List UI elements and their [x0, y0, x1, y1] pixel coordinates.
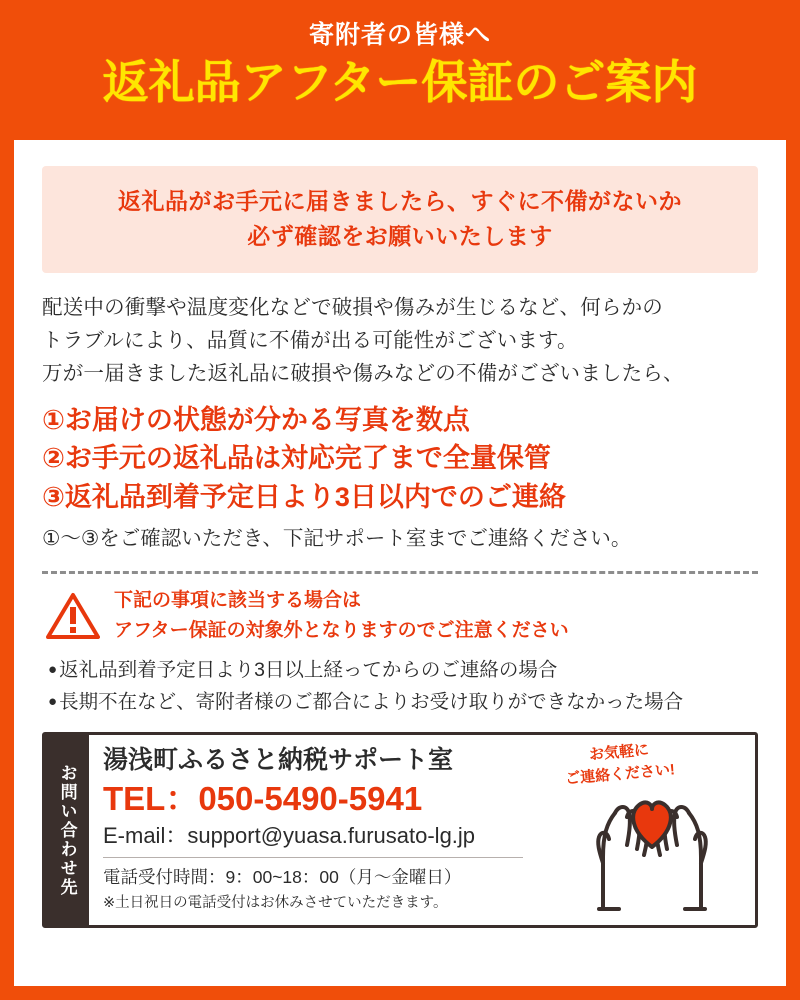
- step-item-3: ③返礼品到着予定日より3日以内でのご連絡: [42, 481, 566, 512]
- exclusion-list: [42, 655, 758, 718]
- steps-list: [42, 401, 758, 517]
- contact-divider: [103, 857, 523, 858]
- notice-line-2: 必ず確認をお願いいたします: [247, 222, 553, 249]
- content-card: [14, 140, 786, 986]
- hands-heart-illustration: [541, 739, 751, 919]
- header: [0, 0, 800, 122]
- contact-office-name: 湯浅町ふるさと納税サポート室: [103, 746, 454, 775]
- list-item: [48, 655, 758, 687]
- art-caption-1: お気軽に: [588, 741, 650, 764]
- notice-box: [42, 166, 758, 273]
- step-item-2: ②お手元の返礼品は対応完了まで全量保管: [42, 443, 551, 474]
- intro-paragraph: [42, 291, 758, 391]
- contact-hours-note: ※土日祝日の電話受付はお休みさせていただきます。: [103, 894, 448, 911]
- header-subtitle: 寄附者の皆様へ: [308, 21, 491, 49]
- warning-text: [114, 586, 569, 645]
- notice-line-1: 返礼品がお手元に届きましたら、すぐに不備がないか: [118, 188, 682, 214]
- contact-email[interactable]: E-mail：support@yuasa.furusato-lg.jp: [103, 822, 476, 848]
- contact-box: [42, 732, 758, 928]
- list-item: [48, 687, 758, 719]
- dashed-divider: [42, 571, 758, 574]
- page-title: 返礼品アフター保証のご案内: [102, 55, 698, 108]
- contact-tab-text: お問い合わせ先: [57, 763, 77, 897]
- warning-line-2: アフター保証の対象外となりますのでご注意ください: [114, 619, 569, 641]
- steps-tail-text: ①～③をご確認いただき、下記サポート室までご連絡ください。: [42, 527, 632, 551]
- intro-line-1: 配送中の衝撃や温度変化などで破損や傷みが生じるなど、何らかの: [42, 296, 663, 319]
- contact-details: [89, 735, 755, 925]
- contact-telephone[interactable]: TEL：050-5490-5941: [103, 780, 423, 818]
- art-caption-2: ご連絡ください!: [564, 761, 676, 788]
- warning-line-1: 下記の事項に該当する場合は: [114, 590, 362, 612]
- bullet-dot-icon: ●: [48, 692, 58, 710]
- intro-line-2: トラブルにより、品質に不備が出る可能性がございます。: [42, 329, 578, 353]
- contact-hours: 電話受付時間：9：00~18：00（月～金曜日）: [103, 867, 462, 888]
- exclusion-text-1: 返礼品到着予定日より3日以上経ってからのご連絡の場合: [59, 659, 558, 682]
- intro-line-3: 万が一届きました返礼品に破損や傷みなどの不備がございましたら、: [42, 362, 684, 386]
- contact-tab-label: [45, 735, 89, 925]
- bullet-dot-icon: ●: [48, 661, 58, 679]
- warning-block: [42, 586, 758, 645]
- step-item-1: ①お届けの状態が分かる写真を数点: [42, 404, 470, 435]
- warning-triangle-icon: [46, 592, 100, 640]
- exclusion-text-2: 長期不在など、寄附者様のご都合によりお受け取りができなかった場合: [59, 690, 684, 713]
